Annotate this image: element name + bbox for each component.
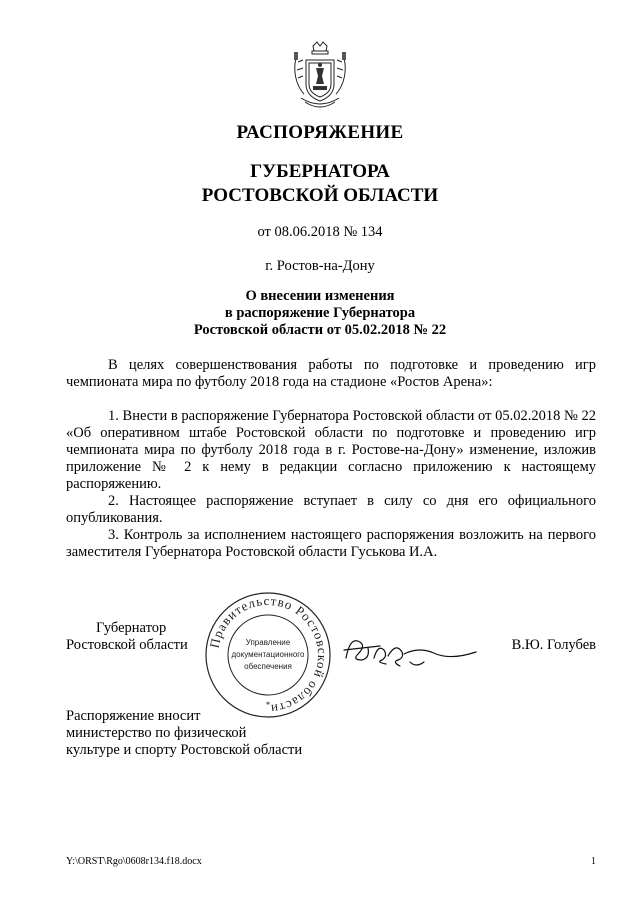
signatory-title-line1: Губернатор [96,620,167,636]
submitted-by-block [66,708,302,759]
svg-text:*: * [265,700,271,710]
submitted-by-line: культуре и спорту Ростовской области [66,742,303,758]
subject-block [0,288,640,339]
item-1-paragraph: 1. Внести в распоряжение Губернатора Ростовской области от 05.02.2018 № 22 «Об оперативном штабе Ростовской области по подготовке и проведению игр чемпионата мира по футболу 2018 года в г. Ростове-на-Дону» изменение, изложив приложение № 2 к нему в редакции согласно приложению к настоящему распоряжению. [66,408,596,492]
document-type-heading: РАСПОРЯЖЕНИЕ [236,122,404,143]
preamble-paragraph: В целях совершенствования работы по подготовке и проведению игр чемпионата мира по футболу 2018 года на стадионе «Ростов Арена»: [66,357,596,390]
footer-file-path: Y:\ORST\Rgo\0608r134.f18.docx [66,856,202,867]
svg-text:Управление: Управление [245,638,291,647]
signatory-name: В.Ю. Голубев [511,637,596,653]
submitted-by-line: министерство по физической [66,725,247,741]
issuer-heading-line1: ГУБЕРНАТОРА [250,161,390,182]
submitted-by-line: Распоряжение вносит [66,708,201,724]
svg-text:Правительство Ростовской облас: Правительство Ростовской области [206,592,331,718]
subject-line: Ростовской области от 05.02.2018 № 22 [193,322,447,338]
coat-of-arms-emblem [291,40,349,112]
subject-line: в распоряжение Губернатора [224,305,416,321]
city: г. Ростов-на-Дону [265,258,375,274]
svg-text:документационного: документационного [231,650,305,659]
issuer-heading-line2: РОСТОВСКОЙ ОБЛАСТИ [201,185,439,206]
item-2-paragraph: 2. Настоящее распоряжение вступает в силу со дня его официального опубликования. [66,493,596,526]
page-number: 1 [591,856,596,867]
svg-text:обеспечения: обеспечения [244,662,292,671]
signatory-title-line2: Ростовской области [66,637,188,653]
item-3-paragraph: 3. Контроль за исполнением настоящего распоряжения возложить на первого заместителя Губернатора Ростовской области Гуськова И.А. [66,527,596,560]
subject-line: О внесении изменения [245,288,395,304]
official-stamp-seal [203,590,333,720]
date-and-number: от 08.06.2018 № 134 [257,224,383,240]
handwritten-signature [340,628,480,672]
